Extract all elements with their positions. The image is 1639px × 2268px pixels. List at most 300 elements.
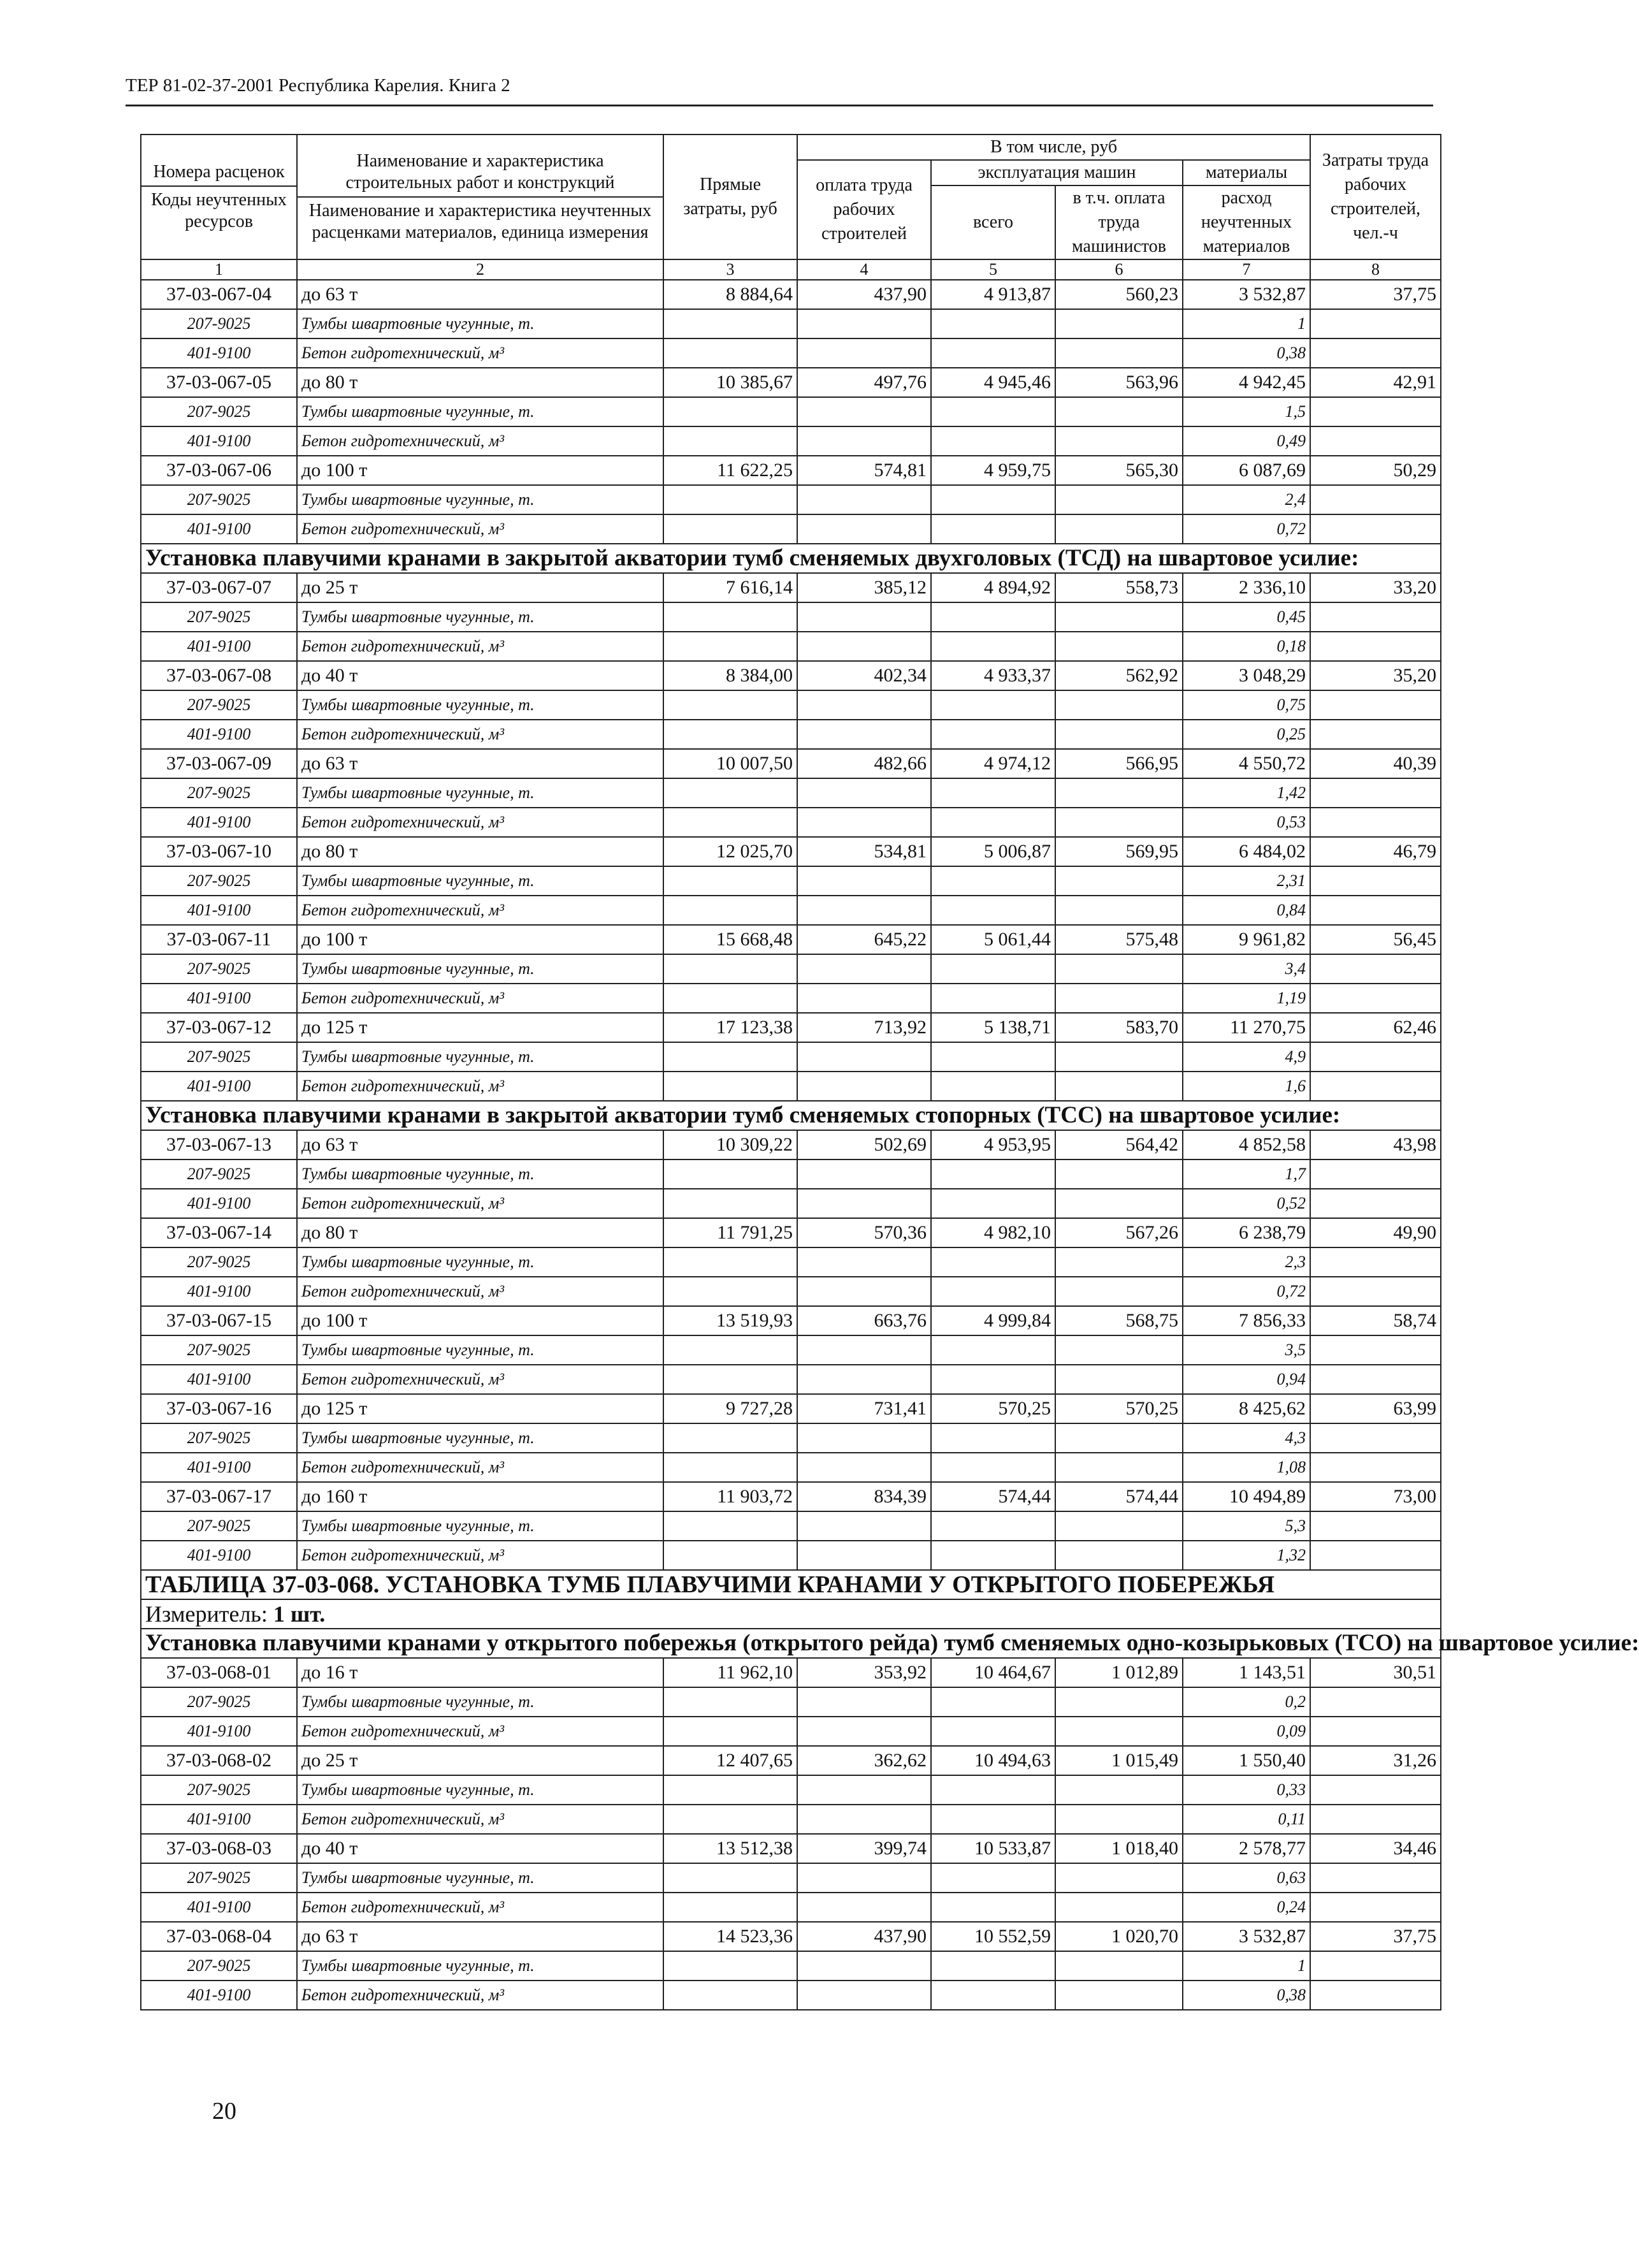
resource-quantity: 0,94: [1183, 1365, 1310, 1394]
labor-hours: 58,74: [1310, 1306, 1441, 1335]
empty-cell: [797, 984, 931, 1013]
empty-cell: [1055, 1687, 1183, 1717]
work-name: до 125 т: [297, 1394, 663, 1423]
machinist-cost: 564,42: [1055, 1130, 1183, 1159]
empty-cell: [797, 1247, 931, 1277]
resource-quantity: 0,49: [1183, 426, 1310, 456]
labor-hours: 43,98: [1310, 1130, 1441, 1159]
empty-cell: [931, 485, 1055, 514]
table-title: ТАБЛИЦА 37-03-068. УСТАНОВКА ТУМБ ПЛАВУЧИМИ КРАНАМИ У ОТКРЫТОГО ПОБЕРЕЖЬЯ: [141, 1570, 1441, 1599]
resource-code: 207-9025: [141, 309, 297, 338]
col-header-mach-total: всего: [931, 185, 1055, 259]
direct-cost: 10 309,22: [663, 1130, 797, 1159]
resource-name: Тумбы швартовные чугунные, т.: [297, 1863, 663, 1893]
empty-cell: [1055, 1775, 1183, 1805]
empty-cell: [1310, 485, 1441, 514]
column-numbers-row: 1 2 3 4 5 6 7 8: [141, 259, 1441, 280]
table-row: [141, 1306, 1441, 1335]
rate-code: 37-03-067-16: [141, 1394, 297, 1423]
table-title-row: [141, 1570, 1441, 1599]
resource-name: Бетон гидротехнический, м³: [297, 1541, 663, 1570]
empty-cell: [931, 984, 1055, 1013]
resource-code: 207-9025: [141, 602, 297, 632]
empty-cell: [1055, 1951, 1183, 1981]
resource-row: [141, 1863, 1441, 1893]
empty-cell: [663, 514, 797, 544]
empty-cell: [797, 485, 931, 514]
resource-code: 401-9100: [141, 1805, 297, 1834]
empty-cell: [797, 720, 931, 749]
empty-cell: [1310, 1541, 1441, 1570]
resource-name: Бетон гидротехнический, м³: [297, 1981, 663, 2010]
table-row: [141, 837, 1441, 866]
labor-cost: 574,81: [797, 456, 931, 485]
empty-cell: [931, 1453, 1055, 1482]
rate-code: 37-03-067-06: [141, 456, 297, 485]
material-cost: 8 425,62: [1183, 1394, 1310, 1423]
resource-row: [141, 338, 1441, 368]
empty-cell: [1055, 984, 1183, 1013]
resource-row: [141, 1775, 1441, 1805]
material-cost: 11 270,75: [1183, 1013, 1310, 1042]
empty-cell: [931, 866, 1055, 896]
resource-code: 401-9100: [141, 896, 297, 925]
empty-cell: [663, 1365, 797, 1394]
direct-cost: 11 903,72: [663, 1482, 797, 1511]
table-row: [141, 749, 1441, 778]
empty-cell: [663, 1453, 797, 1482]
resource-quantity: 0,72: [1183, 1277, 1310, 1306]
empty-cell: [797, 1189, 931, 1218]
empty-cell: [797, 1335, 931, 1365]
resource-row: [141, 1189, 1441, 1218]
direct-cost: 10 007,50: [663, 749, 797, 778]
machinist-cost: 1 015,49: [1055, 1746, 1183, 1775]
table-row: [141, 1922, 1441, 1951]
empty-cell: [797, 1981, 931, 2010]
col-header-mach-labor: в т.ч. оплата труда машинистов: [1055, 185, 1183, 259]
work-name: до 16 т: [297, 1658, 663, 1687]
resource-code: 207-9025: [141, 866, 297, 896]
empty-cell: [931, 1042, 1055, 1072]
empty-cell: [931, 1511, 1055, 1541]
direct-cost: 9 727,28: [663, 1394, 797, 1423]
labor-hours: 46,79: [1310, 837, 1441, 866]
empty-cell: [931, 309, 1055, 338]
direct-cost: 8 884,64: [663, 280, 797, 309]
machinist-cost: 567,26: [1055, 1218, 1183, 1247]
labor-hours: 35,20: [1310, 661, 1441, 690]
material-cost: 4 852,58: [1183, 1130, 1310, 1159]
resource-name: Бетон гидротехнический, м³: [297, 1453, 663, 1482]
resource-quantity: 0,25: [1183, 720, 1310, 749]
empty-cell: [931, 808, 1055, 837]
empty-cell: [1310, 778, 1441, 808]
empty-cell: [663, 1042, 797, 1072]
resource-row: [141, 1981, 1441, 2010]
machine-cost: 574,44: [931, 1482, 1055, 1511]
empty-cell: [931, 1335, 1055, 1365]
empty-cell: [797, 1277, 931, 1306]
empty-cell: [797, 1717, 931, 1746]
direct-cost: 17 123,38: [663, 1013, 797, 1042]
resource-row: [141, 1541, 1441, 1570]
direct-cost: 10 385,67: [663, 368, 797, 397]
resource-row: [141, 1072, 1441, 1101]
empty-cell: [797, 954, 931, 984]
empty-cell: [663, 954, 797, 984]
empty-cell: [663, 1423, 797, 1453]
empty-cell: [1310, 808, 1441, 837]
col-header-materials: материалы: [1183, 160, 1310, 185]
work-name: до 40 т: [297, 661, 663, 690]
work-name: до 160 т: [297, 1482, 663, 1511]
measure-value: 1 шт.: [273, 1601, 326, 1627]
machine-cost: 5 061,44: [931, 925, 1055, 954]
direct-cost: 11 622,25: [663, 456, 797, 485]
material-cost: 4 942,45: [1183, 368, 1310, 397]
empty-cell: [797, 778, 931, 808]
table-body: [141, 259, 1639, 2010]
resource-name: Тумбы швартовные чугунные, т.: [297, 1247, 663, 1277]
header-rule: [126, 105, 1433, 106]
work-name: до 80 т: [297, 368, 663, 397]
resource-name: Бетон гидротехнический, м³: [297, 1717, 663, 1746]
resource-quantity: 4,9: [1183, 1042, 1310, 1072]
material-cost: 1 550,40: [1183, 1746, 1310, 1775]
col-header-labor: оплата труда рабочих строителей: [797, 160, 931, 259]
resource-quantity: 0,45: [1183, 602, 1310, 632]
section-title-row: [141, 1101, 1441, 1130]
empty-cell: [1055, 514, 1183, 544]
labor-cost: 570,36: [797, 1218, 931, 1247]
resource-quantity: 1,32: [1183, 1541, 1310, 1570]
resource-code: 207-9025: [141, 1775, 297, 1805]
resource-code: 401-9100: [141, 632, 297, 661]
empty-cell: [931, 1951, 1055, 1981]
resource-row: [141, 1159, 1441, 1189]
empty-cell: [663, 1687, 797, 1717]
col-header-including: В том числе, руб: [797, 134, 1310, 160]
resource-row: [141, 1277, 1441, 1306]
empty-cell: [797, 1423, 931, 1453]
resource-name: Бетон гидротехнический, м³: [297, 1805, 663, 1834]
empty-cell: [1310, 896, 1441, 925]
resource-code: 401-9100: [141, 1541, 297, 1570]
machine-cost: 4 953,95: [931, 1130, 1055, 1159]
resource-quantity: 4,3: [1183, 1423, 1310, 1453]
direct-cost: 8 384,00: [663, 661, 797, 690]
resource-code: 401-9100: [141, 1893, 297, 1922]
resource-code: 401-9100: [141, 808, 297, 837]
empty-cell: [797, 632, 931, 661]
machine-cost: 5 138,71: [931, 1013, 1055, 1042]
empty-cell: [797, 690, 931, 720]
resource-name: Бетон гидротехнический, м³: [297, 338, 663, 368]
resource-name: Тумбы швартовные чугунные, т.: [297, 397, 663, 426]
machinist-cost: 1 012,89: [1055, 1658, 1183, 1687]
resource-code: 401-9100: [141, 1453, 297, 1482]
labor-cost: 645,22: [797, 925, 931, 954]
empty-cell: [1055, 1423, 1183, 1453]
rate-code: 37-03-067-07: [141, 573, 297, 602]
empty-cell: [1055, 1717, 1183, 1746]
rate-code: 37-03-067-17: [141, 1482, 297, 1511]
empty-cell: [1310, 514, 1441, 544]
resource-name: Тумбы швартовные чугунные, т.: [297, 866, 663, 896]
empty-cell: [1310, 397, 1441, 426]
material-cost: 7 856,33: [1183, 1306, 1310, 1335]
resource-row: [141, 866, 1441, 896]
resource-quantity: 3,4: [1183, 954, 1310, 984]
labor-hours: 40,39: [1310, 749, 1441, 778]
empty-cell: [663, 896, 797, 925]
col-header-machines: эксплуатация машин: [931, 160, 1183, 185]
material-cost: 6 484,02: [1183, 837, 1310, 866]
rate-code: 37-03-067-08: [141, 661, 297, 690]
resource-row: [141, 309, 1441, 338]
table-row: [141, 661, 1441, 690]
rate-code: 37-03-067-05: [141, 368, 297, 397]
labor-hours: 30,51: [1310, 1658, 1441, 1687]
resource-code: 207-9025: [141, 1687, 297, 1717]
empty-cell: [1310, 1453, 1441, 1482]
machine-cost: 4 933,37: [931, 661, 1055, 690]
resource-name: Бетон гидротехнический, м³: [297, 1072, 663, 1101]
rate-code: 37-03-067-09: [141, 749, 297, 778]
empty-cell: [1055, 778, 1183, 808]
empty-cell: [1310, 1277, 1441, 1306]
resource-row: [141, 1951, 1441, 1981]
material-cost: 1 143,51: [1183, 1658, 1310, 1687]
empty-cell: [931, 1072, 1055, 1101]
resource-quantity: 1: [1183, 309, 1310, 338]
work-name: до 100 т: [297, 925, 663, 954]
empty-cell: [663, 1893, 797, 1922]
labor-cost: 437,90: [797, 1922, 931, 1951]
labor-cost: 713,92: [797, 1013, 931, 1042]
empty-cell: [797, 1042, 931, 1072]
labor-cost: 497,76: [797, 368, 931, 397]
resource-quantity: 1,5: [1183, 397, 1310, 426]
direct-cost: 13 512,38: [663, 1834, 797, 1863]
empty-cell: [663, 338, 797, 368]
resource-quantity: 0,52: [1183, 1189, 1310, 1218]
col-header-names: Наименование и характеристика строительных работ и конструкций Наименование и характеристика неучтенных расценками материалов, единица измерения: [297, 134, 663, 259]
work-name: до 63 т: [297, 280, 663, 309]
machinist-cost: 565,30: [1055, 456, 1183, 485]
work-name: до 63 т: [297, 1130, 663, 1159]
labor-cost: 399,74: [797, 1834, 931, 1863]
empty-cell: [1055, 808, 1183, 837]
empty-cell: [663, 1981, 797, 2010]
resource-name: Тумбы швартовные чугунные, т.: [297, 485, 663, 514]
resource-name: Бетон гидротехнический, м³: [297, 1189, 663, 1218]
empty-cell: [1310, 984, 1441, 1013]
empty-cell: [931, 1159, 1055, 1189]
table-row: [141, 280, 1441, 309]
direct-cost: 11 962,10: [663, 1658, 797, 1687]
machine-cost: 4 913,87: [931, 280, 1055, 309]
rate-code: 37-03-067-04: [141, 280, 297, 309]
resource-row: [141, 1335, 1441, 1365]
empty-cell: [1055, 1981, 1183, 2010]
empty-cell: [1310, 1159, 1441, 1189]
resource-quantity: 1,19: [1183, 984, 1310, 1013]
empty-cell: [931, 954, 1055, 984]
empty-cell: [931, 1247, 1055, 1277]
rate-code: 37-03-068-03: [141, 1834, 297, 1863]
empty-cell: [663, 720, 797, 749]
col-header-hours: Затраты труда рабочих строителей, чел.-ч: [1310, 134, 1441, 259]
resource-code: 401-9100: [141, 514, 297, 544]
machinist-cost: 574,44: [1055, 1482, 1183, 1511]
empty-cell: [797, 866, 931, 896]
resource-name: Тумбы швартовные чугунные, т.: [297, 1775, 663, 1805]
resource-row: [141, 397, 1441, 426]
empty-cell: [931, 690, 1055, 720]
labor-cost: 731,41: [797, 1394, 931, 1423]
empty-cell: [931, 1423, 1055, 1453]
resource-row: [141, 514, 1441, 544]
work-name: до 25 т: [297, 1746, 663, 1775]
resource-quantity: 0,11: [1183, 1805, 1310, 1834]
resource-name: Бетон гидротехнический, м³: [297, 1277, 663, 1306]
resource-quantity: 0,38: [1183, 1981, 1310, 2010]
work-name: до 25 т: [297, 573, 663, 602]
work-name: до 40 т: [297, 1834, 663, 1863]
empty-cell: [1055, 1541, 1183, 1570]
resource-name: Бетон гидротехнический, м³: [297, 984, 663, 1013]
empty-cell: [663, 866, 797, 896]
resource-row: [141, 984, 1441, 1013]
direct-cost: 11 791,25: [663, 1218, 797, 1247]
empty-cell: [1310, 1511, 1441, 1541]
empty-cell: [663, 1951, 797, 1981]
material-cost: 9 961,82: [1183, 925, 1310, 954]
empty-cell: [1310, 1805, 1441, 1834]
resource-row: [141, 1893, 1441, 1922]
resource-code: 207-9025: [141, 1511, 297, 1541]
empty-cell: [663, 808, 797, 837]
resource-quantity: 1,08: [1183, 1453, 1310, 1482]
empty-cell: [1055, 866, 1183, 896]
empty-cell: [931, 1863, 1055, 1893]
empty-cell: [931, 896, 1055, 925]
table-row: [141, 1013, 1441, 1042]
empty-cell: [797, 397, 931, 426]
resource-row: [141, 808, 1441, 837]
empty-cell: [1310, 1247, 1441, 1277]
measure-cell: [141, 1599, 1441, 1629]
resource-name: Тумбы швартовные чугунные, т.: [297, 1951, 663, 1981]
resource-code: 207-9025: [141, 1863, 297, 1893]
labor-cost: 482,66: [797, 749, 931, 778]
labor-hours: 50,29: [1310, 456, 1441, 485]
table-row: [141, 368, 1441, 397]
empty-cell: [797, 1863, 931, 1893]
rate-code: 37-03-067-15: [141, 1306, 297, 1335]
table-row: [141, 573, 1441, 602]
labor-cost: 402,34: [797, 661, 931, 690]
table-row: [141, 1394, 1441, 1423]
resource-name: Бетон гидротехнический, м³: [297, 426, 663, 456]
rate-code: 37-03-067-13: [141, 1130, 297, 1159]
empty-cell: [931, 426, 1055, 456]
resource-quantity: 0,24: [1183, 1893, 1310, 1922]
empty-cell: [1310, 1365, 1441, 1394]
empty-cell: [797, 426, 931, 456]
empty-cell: [663, 602, 797, 632]
section-title-row: [141, 544, 1441, 573]
empty-cell: [1310, 1189, 1441, 1218]
section-title: Установка плавучими кранами в закрытой акватории тумб сменяемых стопорных (ТСС) на швартовое усилие:: [141, 1101, 1441, 1130]
empty-cell: [663, 1159, 797, 1189]
labor-hours: 31,26: [1310, 1746, 1441, 1775]
resource-row: [141, 954, 1441, 984]
empty-cell: [663, 1511, 797, 1541]
labor-hours: 37,75: [1310, 280, 1441, 309]
resource-name: Тумбы швартовные чугунные, т.: [297, 1159, 663, 1189]
empty-cell: [1055, 720, 1183, 749]
resource-code: 207-9025: [141, 1042, 297, 1072]
empty-cell: [1310, 1042, 1441, 1072]
empty-cell: [931, 1775, 1055, 1805]
empty-cell: [931, 514, 1055, 544]
resource-row: [141, 1042, 1441, 1072]
empty-cell: [1055, 1247, 1183, 1277]
resource-quantity: 0,33: [1183, 1775, 1310, 1805]
empty-cell: [663, 690, 797, 720]
labor-cost: 437,90: [797, 280, 931, 309]
work-name: до 125 т: [297, 1013, 663, 1042]
empty-cell: [1310, 1775, 1441, 1805]
machine-cost: 4 974,12: [931, 749, 1055, 778]
empty-cell: [1310, 1951, 1441, 1981]
empty-cell: [1310, 1893, 1441, 1922]
resource-quantity: 0,84: [1183, 896, 1310, 925]
machine-cost: 10 464,67: [931, 1658, 1055, 1687]
measure-row: [141, 1599, 1441, 1629]
empty-cell: [1055, 1072, 1183, 1101]
empty-cell: [1055, 426, 1183, 456]
empty-cell: [1055, 1042, 1183, 1072]
empty-cell: [797, 1453, 931, 1482]
empty-cell: [1310, 954, 1441, 984]
resource-name: Бетон гидротехнический, м³: [297, 720, 663, 749]
machine-cost: 10 552,59: [931, 1922, 1055, 1951]
empty-cell: [1310, 426, 1441, 456]
resource-code: 207-9025: [141, 485, 297, 514]
labor-hours: 63,99: [1310, 1394, 1441, 1423]
table-row: [141, 925, 1441, 954]
material-cost: 3 532,87: [1183, 280, 1310, 309]
resource-row: [141, 632, 1441, 661]
empty-cell: [931, 1893, 1055, 1922]
empty-cell: [797, 602, 931, 632]
empty-cell: [663, 1072, 797, 1101]
resource-quantity: 2,4: [1183, 485, 1310, 514]
empty-cell: [663, 1775, 797, 1805]
empty-cell: [797, 1541, 931, 1570]
labor-hours: 34,46: [1310, 1834, 1441, 1863]
resource-quantity: 1,42: [1183, 778, 1310, 808]
resource-row: [141, 1511, 1441, 1541]
empty-cell: [931, 632, 1055, 661]
resource-row: [141, 1365, 1441, 1394]
resource-code: 207-9025: [141, 1951, 297, 1981]
empty-cell: [931, 1541, 1055, 1570]
